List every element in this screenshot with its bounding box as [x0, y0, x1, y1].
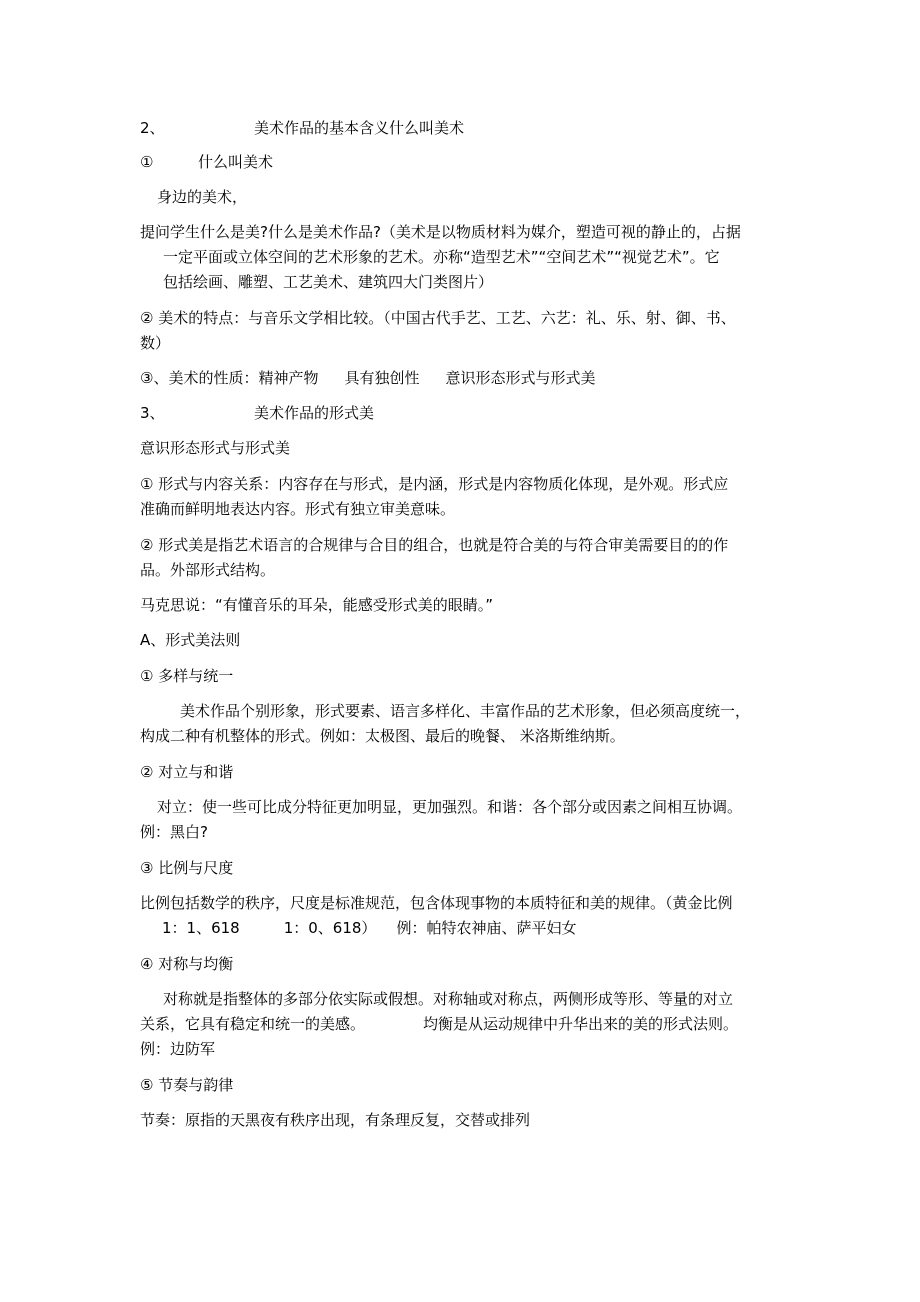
paragraph-line: 提问学生什么是美?什么是美术作品?（美术是以物质材料为媒介，塑造可视的静止的，占据	[140, 223, 741, 241]
paragraph-line: ② 形式美是指艺术语言的合规律与合目的组合，也就是符合美的与符合审美需要目的的作	[140, 536, 729, 554]
text-segment: 例：帕特农神庙、萨平妇女	[396, 919, 577, 937]
text-segment: 意识形态形式与形式美	[445, 369, 596, 387]
paragraph-line: 构成二种有机整体的形式。例如：太极图、最后的晚餐、 米洛斯维纳斯。	[140, 727, 625, 745]
paragraph-line: ① 形式与内容关系：内容存在与形式，是内涵，形式是内容物质化体现，是外观。形式应	[140, 475, 729, 493]
subheading: ⑤ 节奏与韵律	[140, 1076, 234, 1094]
paragraph-line: 意识形态形式与形式美	[140, 439, 291, 457]
quote-line: 马克思说：“有懂音乐的耳朵，能感受形式美的眼睛。”	[140, 596, 494, 614]
subheading: ④ 对称与均衡	[140, 955, 234, 973]
paragraph-line: 节奏：原指的天黑夜有秩序出现，有条理反复，交替或排列	[140, 1111, 531, 1129]
paragraph-line: 对称就是指整体的多部分依实际或假想。对称轴或对称点，两侧形成等形、等量的对立	[163, 990, 734, 1008]
paragraph-line: 比例包括数学的秩序，尺度是标准规范，包含体现事物的本质特征和美的规律。（黄金比例	[140, 894, 733, 912]
text-segment: ③、美术的性质：精神产物	[140, 369, 319, 387]
heading-number: 2、	[140, 119, 165, 137]
subheading: ① 多样与统一	[140, 667, 234, 685]
paragraph-line: 例：黑白?	[140, 823, 208, 841]
section-heading: A、形式美法则	[140, 631, 241, 649]
paragraph-line	[140, 366, 790, 390]
subheading-text: 什么叫美术	[198, 153, 274, 171]
text-segment: 具有独创性	[344, 369, 420, 387]
paragraph-line: 身边的美术，	[157, 188, 248, 206]
heading-number: 3、	[140, 404, 165, 422]
heading-2	[140, 116, 790, 140]
text-segment: 均衡是从运动规律中升华出来的美的形式法则。	[423, 1015, 739, 1033]
heading-3	[140, 401, 790, 425]
paragraph-line: 对立：使一些可比成分特征更加明显，更加强烈。和谐：各个部分或因素之间相互协调。	[157, 798, 743, 816]
paragraph-line	[162, 916, 812, 940]
paragraph-line: 数）	[140, 334, 171, 352]
heading-text: 美术作品的基本含义什么叫美术	[254, 119, 465, 137]
paragraph-line	[140, 1012, 790, 1036]
paragraph-line: 准确而鲜明地表达内容。形式有独立审美意味。	[140, 500, 456, 518]
subheading: ② 对立与和谐	[140, 763, 234, 781]
subheading-1	[140, 150, 790, 174]
subheading: ③ 比例与尺度	[140, 859, 234, 877]
text-segment: 关系，它具有稳定和统一的美感。	[140, 1015, 366, 1033]
paragraph-line: 一定平面或立体空间的艺术形象的艺术。亦称“造型艺术”“空间艺术”“视觉艺术”。它	[163, 248, 720, 266]
paragraph-line: 品。外部形式结构。	[140, 561, 276, 579]
subheading-number: ①	[140, 153, 154, 171]
paragraph-line: 包括绘画、雕塑、工艺美术、建筑四大门类图片）	[163, 273, 494, 291]
paragraph-line: 美术作品个别形象，形式要素、语言多样化、丰富作品的艺术形象，但必须高度统一，	[180, 702, 751, 720]
paragraph-line: 例：边防军	[140, 1040, 216, 1058]
text-segment: 1：0、618）	[283, 919, 377, 937]
paragraph-line: ② 美术的特点：与音乐文学相比较。（中国古代手艺、工艺、六艺：礼、乐、射、御、书、	[140, 309, 736, 327]
text-segment: 1：1、618	[162, 919, 240, 937]
heading-text: 美术作品的形式美	[254, 404, 375, 422]
